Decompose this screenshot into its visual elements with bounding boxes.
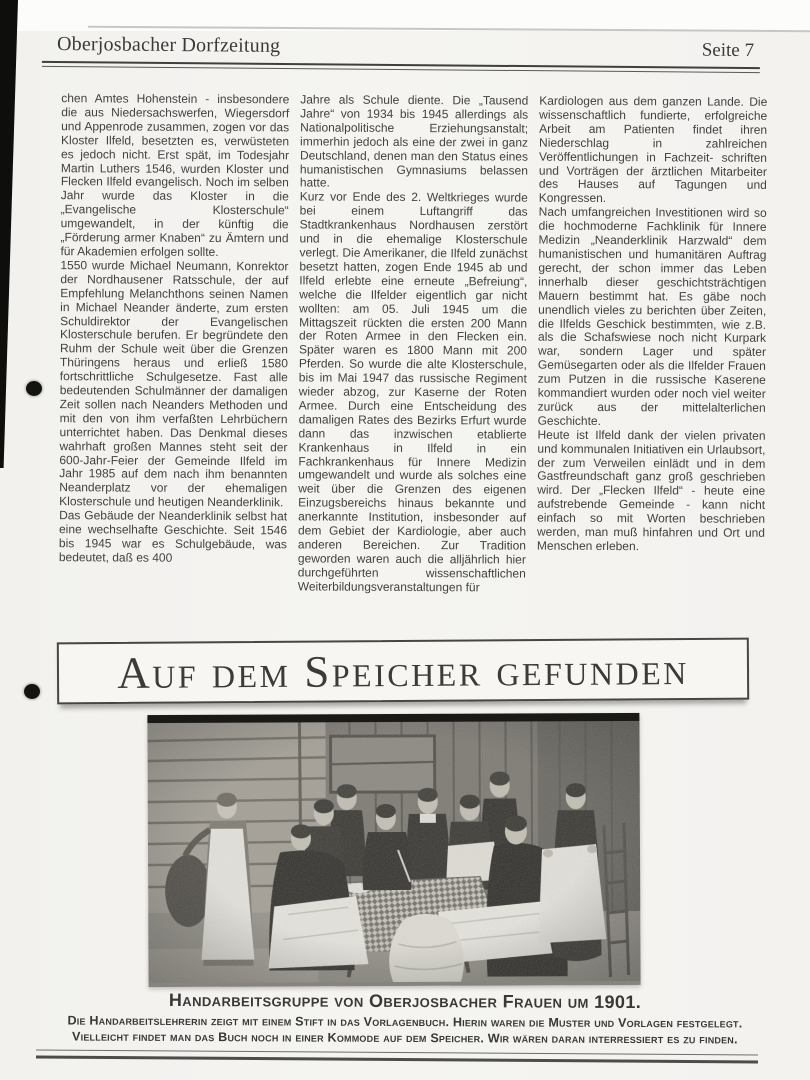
paragraph: Jahre als Schule diente. Die „Tausend Jahre“ von 1934 bis 1945 allerdings als Nationalpolitische Erziehungsanstalt; immerhin jedoch als eine der zwei in ganz Deutschland, denen man den Status eines humanistischen Gymnasiums belassen hatte. [299,92,529,190]
newspaper-title: Oberjosbacher Dorfzeitung [56,32,281,57]
page-number: Seite 7 [701,39,755,62]
archive-photo [147,713,640,987]
punch-hole-bottom [24,684,40,699]
paragraph: Nach umfangreichen Investitionen wird so die hochmoderne Fachklinik für Innere Medizin „Neanderklinik Harzwald“ dem humanistischen und humanitären Auftrag gerecht, der schon immer das Leben innerhalb dieser geschichtsträchtigen Mauern bestimmt hat. Es gäbe noch unendlich vieles zu berichten über Zeiten, die Ilfelds Geschick bestimmten, wie z.B. als die Schafswiese noch nicht Kurpark war, sondern Lager und später Gemüsegarten oder als die Ilfelder Frauen zum Putzen in die russische Kaserene kommandiert wurden oder noch viel weiter zurück aus der mittelalterlichen Geschichte. [537,204,767,428]
caption-line-1: Die Handarbeitslehrerin zeigt mit einem Stift in das Vorlagenbuch. Hierin waren die Muster und Vorlagen festgelegt. [67,1013,743,1031]
section-headline-box [57,638,749,705]
paragraph: Heute ist Ilfeld dank der vielen privaten und kommunalen Initiativen ein Urlaubsort, der zum Verweilen einlädt und in dem Gastfreundschaft ganz groß geschrieben wird. Der „Flecken Ilfeld“ - heute eine aufstrebende Gemeinde - kann nicht einfach so mit Worten beschrieben werden, man muß hinfahren und Ort und Menschen erleben. [536,427,766,554]
punch-hole-top [26,381,42,396]
photo-caption [45,989,765,1047]
article-column-3 [537,95,768,597]
section-headline: Auf dem Speicher gefunden [117,644,689,698]
caption-line-2: Vielleicht findet man das Buch noch in einer Kommode auf dem Speicher. Wir wären daran interressiert es zu finden. [72,1029,738,1047]
article-column-1 [59,92,290,594]
paragraph: chen Amtes Hohenstein - insbesondere die aus Niedersachswerfen, Wiegersdorf und Appenrode zusammen, zogen vor das Kloster Ilfeld, besetzten es, verwüsteten es jedoch nicht. Erst spät, im Todesjahr Martin Luthers 1546, wurden Kloster und Flecken Ilfeld evangelisch. Noch im selben Jahr wurde das Kloster in die „Evangelische Klosterschule“ umgewandelt, in der künftig die „Förderung armer Knaben“ zu Ämtern und für Akademien erfolgen sollte. [60,91,290,259]
paragraph: Kardiologen aus dem ganzen Lande. Die wissenschaftlich fundierte, erfolgreiche Arbeit am Patienten findet ihren Niederschlag in zahlreichen Veröffentlichungen in Fachzeit- schriften und Vorträgen der ärztlichen Mitarbeiter des Hauses auf Tagungen und Kongressen. [538,93,768,206]
archive-photo-graphic [147,713,640,987]
article-body [59,92,768,596]
paragraph: Kurz vor Ende des 2. Weltkrieges wurde bei einem Luftangriff das Stadtkrankenhaus Nordhausen zerstört und in die ehemalige Klosterschule verlegt. Die Amerikaner, die Ilfeld zunächst besetzt hatten, zogen Ende 1945 ab und Ilfeld erlebte eine erneute „Befreiung“, welche die Ilfelder eigentlich gar nicht wollten: am 05. Juli 1945 um die Mittagszeit rückten die ersten 200 Mann der Roten Armee in den Flecken ein. Später waren es 1800 Mann mit 200 Pferden. So wurde die alte Klosterschule, bis im Mai 1947 das russische Regiment wieder abzog, zur Kaserne der Roten Armee. Durch eine Entscheidung des damaligen Rates des Bezirks Erfurt wurde dann das inzwischen etablierte Krankenhaus in Ilfeld in ein Fachkrankenhaus für Innere Medizin umgewandelt und wurde als solches eine weit über die Grenzen des eigenen Einzugsbereichs hinaus bekannte und anerkannte Institution, insbesonder auf dem Gebiet der Kardiologie, aber auch anderen Bereichen. Zur Tradition geworden waren auch die alljährlich hier durchgeführten wissenschaftlichen Weiterbildungsveranstaltungen für [297,189,528,595]
page-header [42,33,760,73]
paragraph: 1550 wurde Michael Neumann, Konrektor der Nordhausener Ratsschule, der auf Empfehlung Melanchthons seinen Namen in Michael Neander änderte, zum ersten Schuldirektor der Evangelischen Klosterschule berufen. Er begründete den Ruhm der Schule weit über die Grenzen Thüringens heraus und erließ 1580 fortschrittliche Schulgesetze. Fast alle bedeutenden Schulmänner der damaligen Zeit sollen nach Neanders Methoden und mit den von ihm verfaßten Lehrbüchern unterrichtet haben. Das Denkmal dieses wahrhaft großen Mannes steht seit der 600-Jahr-Feier der Gemeinde Ilfeld im Jahr 1985 auf dem nach ihm benannten Neanderplatz vor der ehemaligen Klosterschule und heutigen Neanderklinik. [59,258,289,510]
paragraph: Das Gebäude der Neanderklinik selbst hat eine wechselhafte Geschichte. Seit 1546 bis 1945 war es Schulgebäude, was bedeutet, daß es 400 [58,508,288,565]
caption-title: Handarbeitsgruppe von Oberjosbacher Frauen um 1901. [168,989,642,1013]
article-column-2 [298,93,529,595]
